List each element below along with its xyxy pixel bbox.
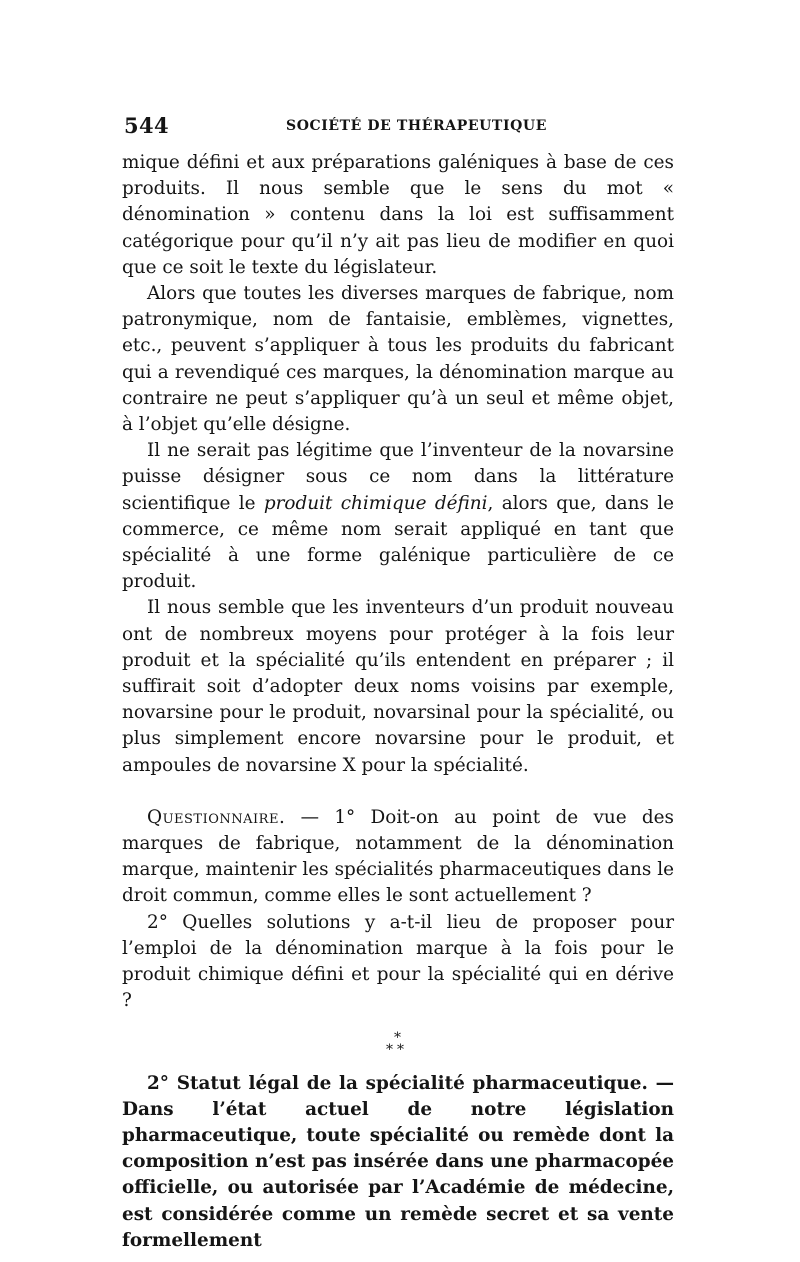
section-text: — Dans l’état actuel de notre législation pharmaceutique, toute spécialité ou remède dont la composition n’est pas insérée dans une pharmacopée officielle, ou autorisée par l’Académie de médecine, est considérée comme un remède secret et sa vente formellement (122, 1072, 674, 1251)
paragraph-text: , alors que, dans le commerce, ce même nom serait appliqué en tant que spécialité à une forme galénique particulière de ce produit. (122, 492, 674, 593)
paragraph-text: Il ne serait pas légitime que l’inventeur de la novarsine puisse désigner sous ce nom dans la littérature scientifique le (122, 440, 674, 514)
page-header (122, 113, 678, 143)
questionnaire-question-1 (122, 805, 674, 910)
asterism-top: * (394, 1029, 401, 1046)
question-text: — 1° Doit-on au point de vue des marques de fabrique, notamment de la dénomination marque, maintenir les spécialités pharmaceutiques dans le droit commun, comme elles le sont actuellement ? (122, 806, 674, 907)
page-body (122, 150, 674, 1254)
paragraph-trademarks: Alors que toutes les diverses marques de fabrique, nom patronymique, nom de fantaisie, emblèmes, vignettes, etc., peuvent s’appliquer à tous les produits du fabricant qui a revendiqué ces marques, la dénomination marque au contraire ne peut s’appliquer qu’à un seul et même objet, à l’objet qu’elle désigne. (122, 283, 674, 436)
page-number: 544 (124, 113, 170, 138)
paragraph-continuation: mique défini et aux préparations galéniques à base de ces produits. Il nous semble que le sens du mot « dénomination » contenu dans la loi est suffisamment catégorique pour qu’il n’y ait pas lieu de modifier en quoi que ce soit le texte du législateur. (122, 152, 674, 278)
paragraph-inventors: Il nous semble que les inventeurs d’un produit nouveau ont de nombreux moyens pour protéger à la fois leur produit et la spécialité qu’ils entendent en préparer ; il suffirait soit d’adopter deux noms voisins par exemple, novarsine pour le produit, novarsinal pour la spécialité, ou plus simplement encore novarsine pour le produit, et ampoules de novarsine X pour la spécialité. (122, 597, 674, 776)
paragraph-legitimacy (122, 438, 674, 595)
section-legal-status (122, 1071, 674, 1254)
italic-term: produit chimique défini (263, 492, 488, 514)
section-heading: 2° Statut légal de la spécialité pharmaceutique. (147, 1072, 648, 1094)
questionnaire-label: Questionnaire. (147, 806, 286, 828)
asterism-bottom: ** (386, 1041, 408, 1058)
asterism-divider (122, 1019, 674, 1071)
running-title: SOCIÉTÉ DE THÉRAPEUTIQUE (286, 118, 547, 134)
questionnaire-question-2: 2° Quelles solutions y a-t-il lieu de proposer pour l’emploi de la dénomination marque à la fois pour le produit chimique défini et pour la spécialité qui en dérive ? (122, 911, 674, 1012)
